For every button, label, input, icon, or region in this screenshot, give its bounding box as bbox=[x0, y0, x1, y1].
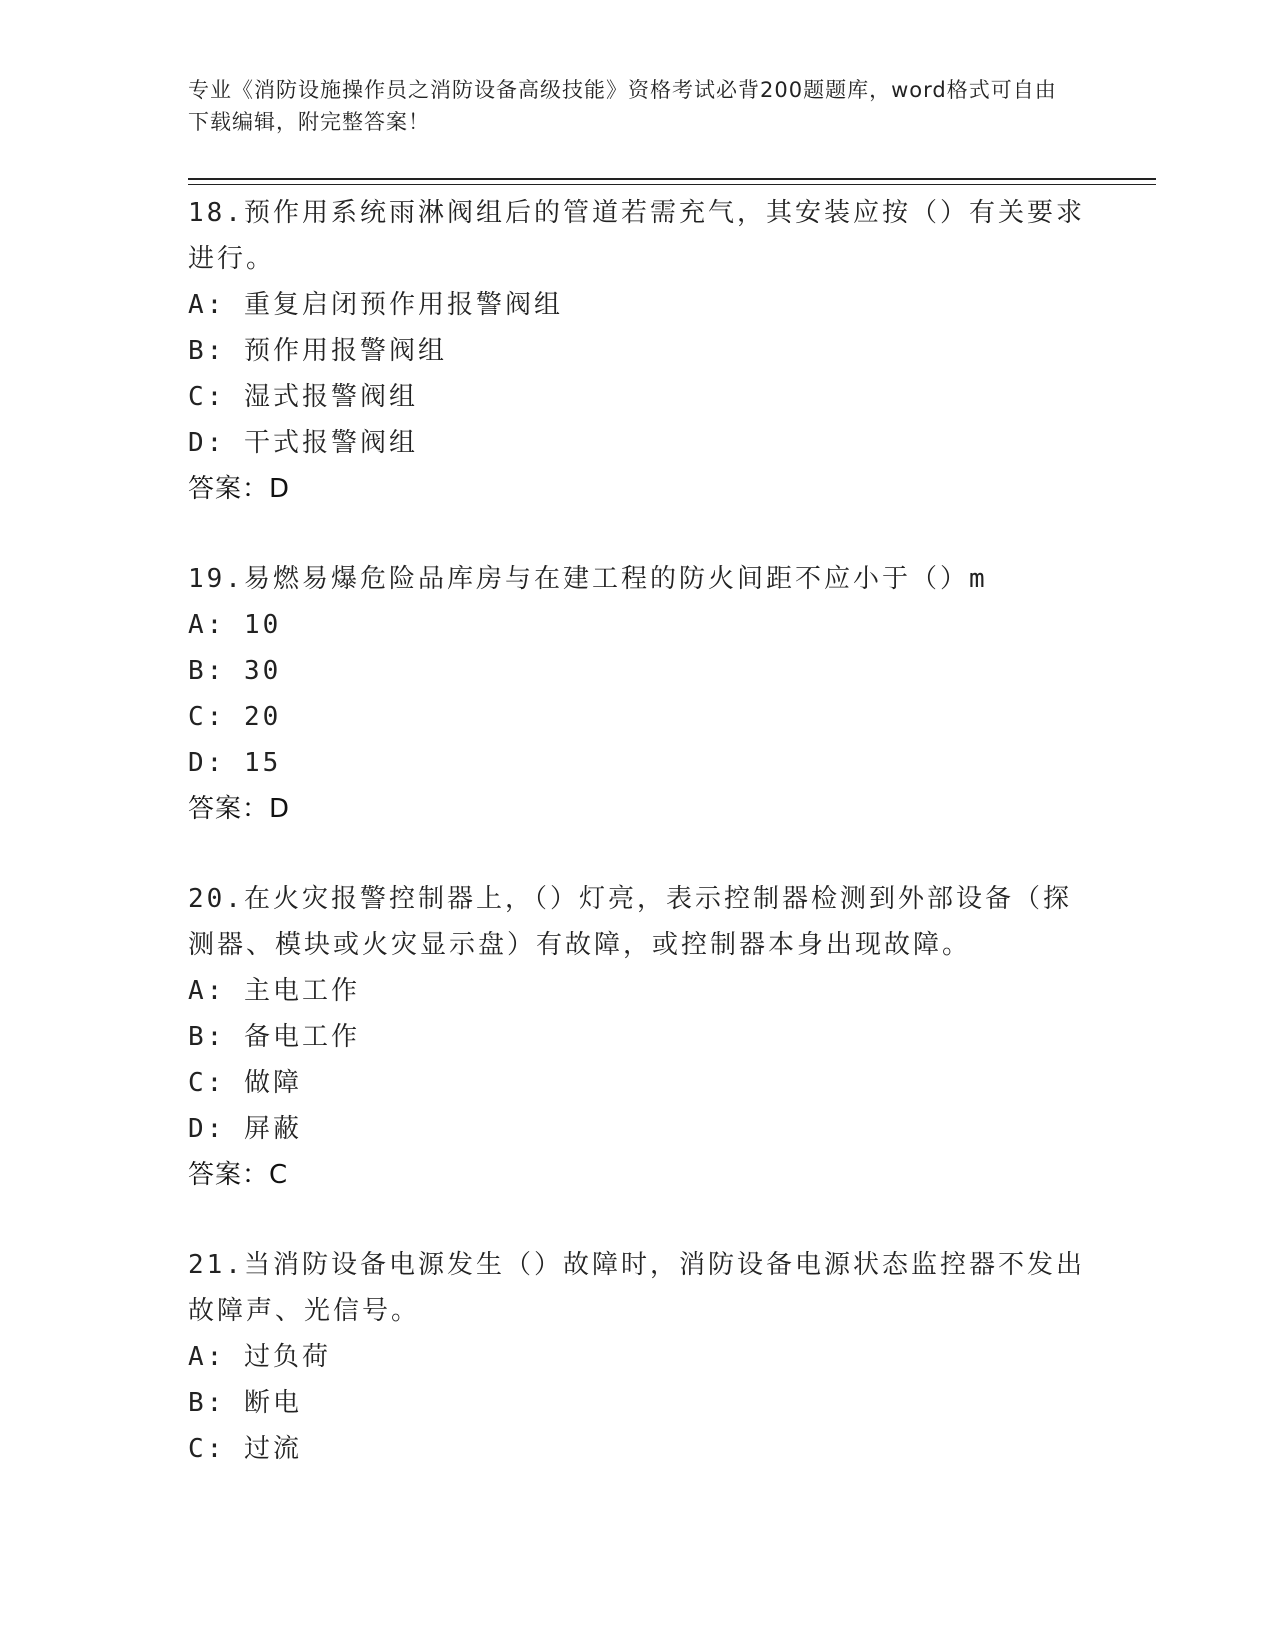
question-text: 19.易燃易爆危险品库房与在建工程的防火间距不应小于（）m bbox=[188, 564, 988, 594]
option-c: C: 过流 bbox=[188, 1434, 302, 1464]
option-d: D: 15 bbox=[188, 748, 282, 778]
question-text: 18.预作用系统雨淋阀组后的管道若需充气，其安装应按（）有关要求进行。 bbox=[188, 198, 1085, 274]
answer: 答案：D bbox=[188, 794, 291, 824]
question-list bbox=[188, 190, 1088, 1516]
option-c: C: 20 bbox=[188, 702, 282, 732]
header-rule-thin bbox=[188, 184, 1156, 185]
option-c: C: 湿式报警阀组 bbox=[188, 382, 418, 412]
option-b: B: 预作用报警阀组 bbox=[188, 336, 447, 366]
option-b: B: 30 bbox=[188, 656, 282, 686]
option-d: D: 屏蔽 bbox=[188, 1114, 302, 1144]
answer: 答案：D bbox=[188, 474, 291, 504]
option-b: B: 备电工作 bbox=[188, 1022, 360, 1052]
question-text: 21.当消防设备电源发生（）故障时，消防设备电源状态监控器不发出故障声、光信号。 bbox=[188, 1250, 1085, 1326]
document-header: 专业《消防设施操作员之消防设备高级技能》资格考试必背200题题库，word格式可自由下载编辑，附完整答案！ bbox=[188, 78, 1057, 134]
question-19 bbox=[188, 556, 1088, 832]
question-20 bbox=[188, 876, 1088, 1198]
option-a: A: 重复启闭预作用报警阀组 bbox=[188, 290, 563, 320]
option-a: A: 主电工作 bbox=[188, 976, 360, 1006]
option-d: D: 干式报警阀组 bbox=[188, 428, 418, 458]
option-a: A: 10 bbox=[188, 610, 282, 640]
option-a: A: 过负荷 bbox=[188, 1342, 331, 1372]
header-rule-thick bbox=[188, 178, 1156, 180]
question-text: 20.在火灾报警控制器上，（）灯亮，表示控制器检测到外部设备（探测器、模块或火灾显示盘）有故障，或控制器本身出现故障。 bbox=[188, 884, 1072, 960]
question-21 bbox=[188, 1242, 1088, 1472]
option-c: C: 做障 bbox=[188, 1068, 302, 1098]
option-b: B: 断电 bbox=[188, 1388, 302, 1418]
question-18 bbox=[188, 190, 1088, 512]
answer: 答案：C bbox=[188, 1160, 289, 1190]
